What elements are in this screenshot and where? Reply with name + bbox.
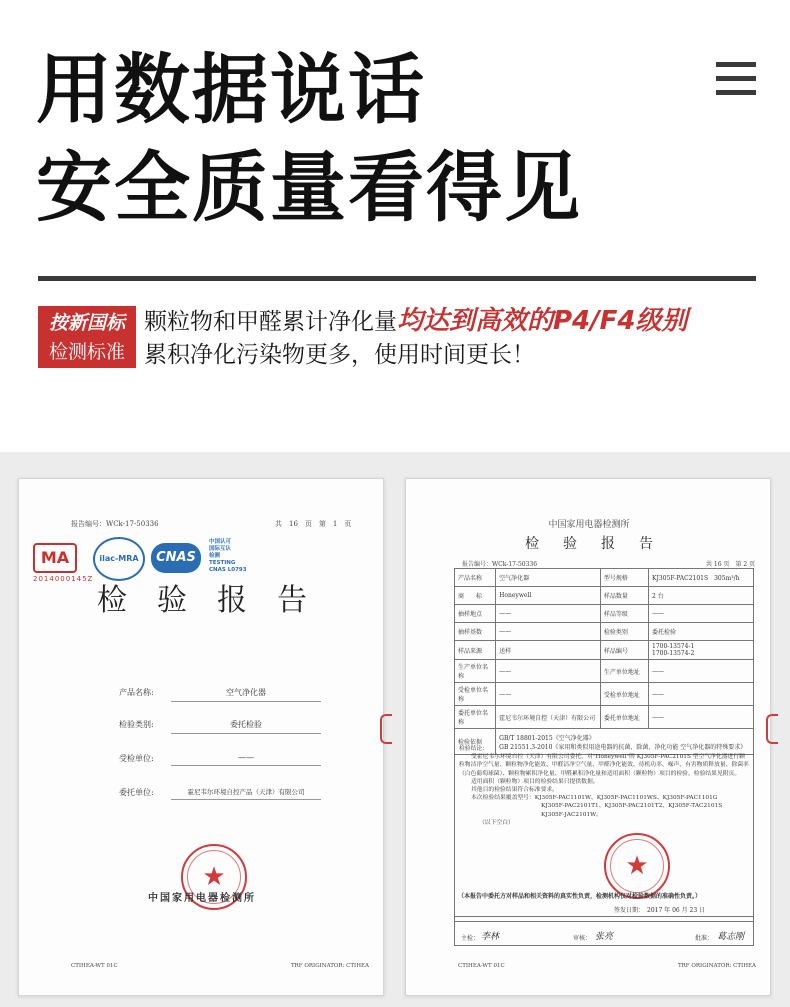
table-value-cell: 1700-13574-1 1700-13574-2 bbox=[649, 641, 754, 660]
official-seal-icon: ★ bbox=[181, 844, 247, 910]
field-client-unit: 委托单位: 霍尼韦尔环境自控产品（天津）有限公司 bbox=[119, 785, 329, 803]
page-indicator: 共 16 页 第 2 页 bbox=[706, 561, 756, 568]
table-label-cell: 抽样地点 bbox=[455, 605, 496, 623]
signature-approve: 葛志刚 bbox=[717, 932, 745, 942]
field-inspected-unit: 受检单位: —— bbox=[119, 751, 329, 769]
conclusion-box: 检验结论： 受霍尼韦尔环境自控（天津）有限公司委托，对"Honeywell"牌 KJ305F-PAC2101S 型空气净化器进行颗粒物洁净空气量、颗粒物净化能效、甲醛洁净空气量、甲醛净化能效、待机功率、噪声、有害物质释放量、除菌率（白色葡萄球菌）、颗粒物累积净化量、甲醛累积净化量和适用面积（颗粒物）项目的检验，检验结果见附页。 适用面积（颗粒物）项目的检验结果只提供数据。 其他目的检验结果符合标准要求。 本次检验结果覆盖型号：KJ305F-PAC1101W、KJ305F-PAC1101WS、KJ305F-PAC1101G KJ305F-PAC2101T1、KJ305F-PAC2101T2、KJ305F-TAC2101S KJ305F-JAC2101W。 （以下空白） bbox=[454, 742, 754, 922]
table-label-cell: 生产单位名称 bbox=[455, 660, 496, 683]
claim-line-1 bbox=[144, 306, 688, 337]
table-label-cell: 样品编号 bbox=[600, 641, 648, 660]
table-value-cell: —— bbox=[496, 623, 601, 641]
cnas-text: 中国认可 国际互认 检测 TESTING CNAS L0793 bbox=[209, 539, 247, 573]
report-number: 报告编号：WCk-17-50336 bbox=[71, 520, 159, 528]
signature-review: 张亮 bbox=[595, 932, 614, 942]
table-label-cell: 检验依据 bbox=[455, 729, 496, 755]
claim-line-2: 累积净化污染物更多，使用时间更长！ bbox=[144, 342, 535, 368]
table-label-cell: 型号规格 bbox=[600, 569, 648, 587]
signature-row: 主检： 李林 审核： 张亮 批准： 葛志刚 bbox=[454, 916, 754, 946]
table-value-cell: 委托检验 bbox=[649, 623, 754, 641]
footer-code: CTIHEA-WT 01C bbox=[458, 963, 505, 969]
table-value-cell: —— bbox=[649, 605, 754, 623]
hamburger-menu-icon[interactable] bbox=[716, 62, 756, 96]
table-value-cell: —— bbox=[649, 683, 754, 706]
cma-logo-icon: MA bbox=[33, 543, 77, 573]
standard-badge bbox=[38, 306, 136, 368]
table-value-cell: 送样 bbox=[496, 641, 601, 660]
cma-number: 2014000145Z bbox=[33, 575, 94, 583]
footer-originator: TRF ORIGINATOR: CTIHEA bbox=[291, 963, 369, 969]
table-row bbox=[455, 706, 754, 729]
table-label-cell: 受检单位地址 bbox=[600, 683, 648, 706]
table-row bbox=[455, 605, 754, 623]
table-row bbox=[455, 683, 754, 706]
footer-code: CTIHEA-WT 01C bbox=[71, 963, 118, 969]
table-label-cell: 生产单位地址 bbox=[600, 660, 648, 683]
table-row bbox=[455, 660, 754, 683]
table-value-cell: Honeywell bbox=[496, 587, 601, 605]
table-row bbox=[455, 569, 754, 587]
table-row bbox=[455, 623, 754, 641]
table-value-cell: —— bbox=[496, 605, 601, 623]
footer-originator: TRF ORIGINATOR: CTIHEA bbox=[678, 963, 756, 969]
table-label-cell: 样品来源 bbox=[455, 641, 496, 660]
table-value-cell: —— bbox=[649, 660, 754, 683]
claim-highlight: 均达到高效的P4/F4级别 bbox=[397, 306, 688, 336]
badge-line-1: 按新国标 bbox=[48, 312, 125, 334]
table-label-cell: 产品名称 bbox=[455, 569, 496, 587]
official-seal-icon: ★ bbox=[604, 833, 670, 899]
headline-line-1: 用数据说话 bbox=[36, 45, 426, 134]
table-label-cell: 样品等级 bbox=[600, 605, 648, 623]
conclusion-text: 受霍尼韦尔环境自控（天津）有限公司委托，对"Honeywell"牌 KJ305F-PAC2101S 型空气净化器进行颗粒物洁净空气量、颗粒物净化能效、甲醛洁净空气量、甲醛净化能效、待机功率、噪声、有害物质释放量、除菌率（白色葡萄球菌）、颗粒物累积净化量、甲醛累积净化量和适用面积（颗粒物）项目的检验，检验结果见附页。 bbox=[459, 754, 749, 777]
headline-line-2: 安全质量看得见 bbox=[36, 143, 582, 232]
table-value-cell: —— bbox=[496, 683, 601, 706]
report-number: 报告编号：WCk-17-50336 bbox=[462, 561, 538, 568]
cnas-logo-icon: CNAS bbox=[151, 543, 201, 573]
page-tab-icon bbox=[380, 714, 392, 744]
badge-line-2: 检测标准 bbox=[48, 341, 125, 363]
table-value-cell: KJ305F-PAC2101S 305m³/h bbox=[649, 569, 754, 587]
report-title: 检验报告 bbox=[525, 536, 677, 552]
table-row bbox=[455, 587, 754, 605]
table-label-cell: 委托单位地址 bbox=[600, 706, 648, 729]
page-indicator: 共 16 页 第 1 页 bbox=[275, 520, 352, 528]
page-tab-icon bbox=[766, 714, 778, 744]
issuing-organization: 中国家用电器检测所 bbox=[148, 893, 256, 904]
table-value-cell: 空气净化器 bbox=[496, 569, 601, 587]
section-divider bbox=[38, 276, 756, 281]
table-label-cell: 样品数量 bbox=[600, 587, 648, 605]
table-row bbox=[455, 641, 754, 660]
issue-date: 签发日期： 2017 年 06 月 23 日 bbox=[614, 907, 706, 914]
table-label-cell: 委托单位名称 bbox=[455, 706, 496, 729]
issuing-organization: 中国家用电器检测所 bbox=[548, 520, 630, 530]
signature-main: 李林 bbox=[481, 932, 500, 942]
field-inspection-type: 检验类别: 委托检验 bbox=[119, 717, 329, 735]
table-value-cell: 2 台 bbox=[649, 587, 754, 605]
report-detail-page[interactable] bbox=[405, 478, 771, 996]
table-value-cell: 霍尼韦尔环境自控（天津）有限公司 bbox=[496, 706, 601, 729]
ilac-mra-logo-icon: ilac-MRA bbox=[93, 537, 145, 581]
report-title: 检验报告 bbox=[97, 583, 337, 618]
table-label-cell: 检验类别 bbox=[600, 623, 648, 641]
table-value-cell: —— bbox=[649, 706, 754, 729]
table-label-cell: 商 标 bbox=[455, 587, 496, 605]
claim-prefix: 颗粒物和甲醛累计净化量 bbox=[144, 309, 397, 335]
conclusion-label: 检验结论： bbox=[459, 746, 488, 752]
table-value-cell: GB/T 18801-2015《空气净化器》 GB 21551.3-2010《家用和类似用途电器的抗菌、除菌、净化功能 空气净化器的特殊要求》 bbox=[496, 729, 754, 755]
table-value-cell: —— bbox=[496, 660, 601, 683]
report-cover-page[interactable] bbox=[18, 478, 384, 996]
table-label-cell: 受检单位名称 bbox=[455, 683, 496, 706]
disclaimer-note: （本报告中委托方对样品和相关资料的真实性负责，检测机构仅对检验数据的准确性负责。） bbox=[458, 893, 702, 900]
field-product-name: 产品名称: 空气净化器 bbox=[119, 685, 329, 703]
table-label-cell: 抽样基数 bbox=[455, 623, 496, 641]
report-info-table bbox=[454, 568, 754, 755]
